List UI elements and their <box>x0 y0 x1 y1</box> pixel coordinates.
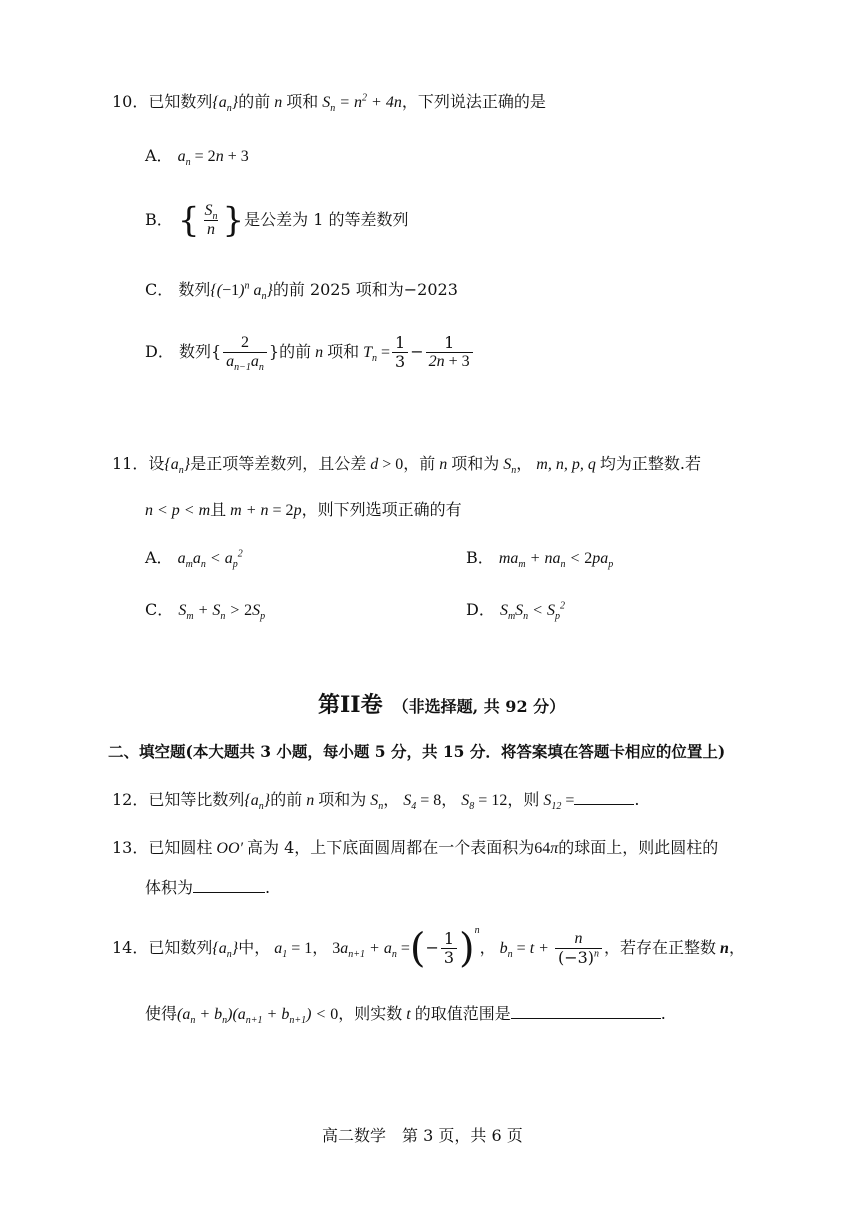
q10-stem: 10．已知数列$\{a_n\}$的前 n 项和 $S_n = n^2 + 4n$，下列说法正确的是 <box>112 92 546 115</box>
q14: 14．已知数列$\{a_n\}$中， $a_1 = 1$， $3a_{n+1} + a_n$ =(− $\frac{1}{3}$ )$^n$， $b_n = t$ + $\frac{n}{(-3)^n}$ ，若存在正整数 n， <box>112 924 745 972</box>
q10-option-d: D． 数列{ $\frac{2}{a_{n-1}a_n}$ }的前 n 项和 $T_n$ = $\frac{1}{3}$ − $\frac{1}{2n + 3}$ <box>145 330 475 375</box>
q11-option-b: B． $ma_m + na_n < 2pa_p$ <box>466 548 614 571</box>
q10-number: 10． <box>112 92 149 111</box>
q13-line2: 体积为 . <box>145 878 271 897</box>
q11-stem: 11．设$\{a_n\}$是正项等差数列，且公差 d > 0，前 n 项和为 $S_n$， m, n, p, q 均为正整数.若 <box>112 454 701 477</box>
section-title: 第II卷 （非选择题, 共 92 分） <box>318 692 566 718</box>
q14-line2: 使得$(a_n + b_n)(a_{n+1} + b_{n+1}) < 0$，则实数 t 的取值范围是 . <box>145 1004 666 1027</box>
page-footer: 高二数学 第 3 页，共 6 页 <box>322 1126 523 1145</box>
q14-answer-blank[interactable] <box>511 1004 661 1019</box>
q12: 12．已知等比数列$\{a_n\}$的前 n 项和为 $S_n$， $S_4 = 8$， $S_8 = 12$，则 $S_{12}$ = . <box>112 790 640 813</box>
q11-option-a: A． $a_ma_n < a_p^2$ <box>145 548 243 571</box>
q10-option-a: A． $a_n = 2n + 3$ <box>145 146 249 169</box>
q13-answer-blank[interactable] <box>193 878 265 893</box>
q13-number: 13． <box>112 838 149 857</box>
q14-number: 14． <box>112 938 149 957</box>
section-heading: 二、填空题(本大题共 3 小题，每小题 5 分，共 15 分．将答案填在答题卡相应的位置上) <box>108 742 726 761</box>
q11-option-d: D． $S_mS_n < S_p^2$ <box>466 600 565 623</box>
q12-number: 12． <box>112 790 149 809</box>
q11-number: 11． <box>112 454 149 473</box>
q11-option-c: C． $S_m + S_n > 2S_p$ <box>145 600 266 623</box>
q10-option-c: C． 数列{$(-1)^n$ $a_n$}的前 2025 项和为−2023 <box>145 280 458 303</box>
q11-condition: n < p < m且 m + n = 2p，则下列选项正确的有 <box>145 500 462 519</box>
q13: 13．已知圆柱 OO′ 高为 4，上下底面圆周都在一个表面积为64π的球面上，则此圆柱的 <box>112 838 719 857</box>
q12-answer-blank[interactable] <box>574 790 634 805</box>
q10-option-b: B． { $\frac{S_n}{n}$ }是公差为 1 的等差数列 <box>145 200 409 241</box>
